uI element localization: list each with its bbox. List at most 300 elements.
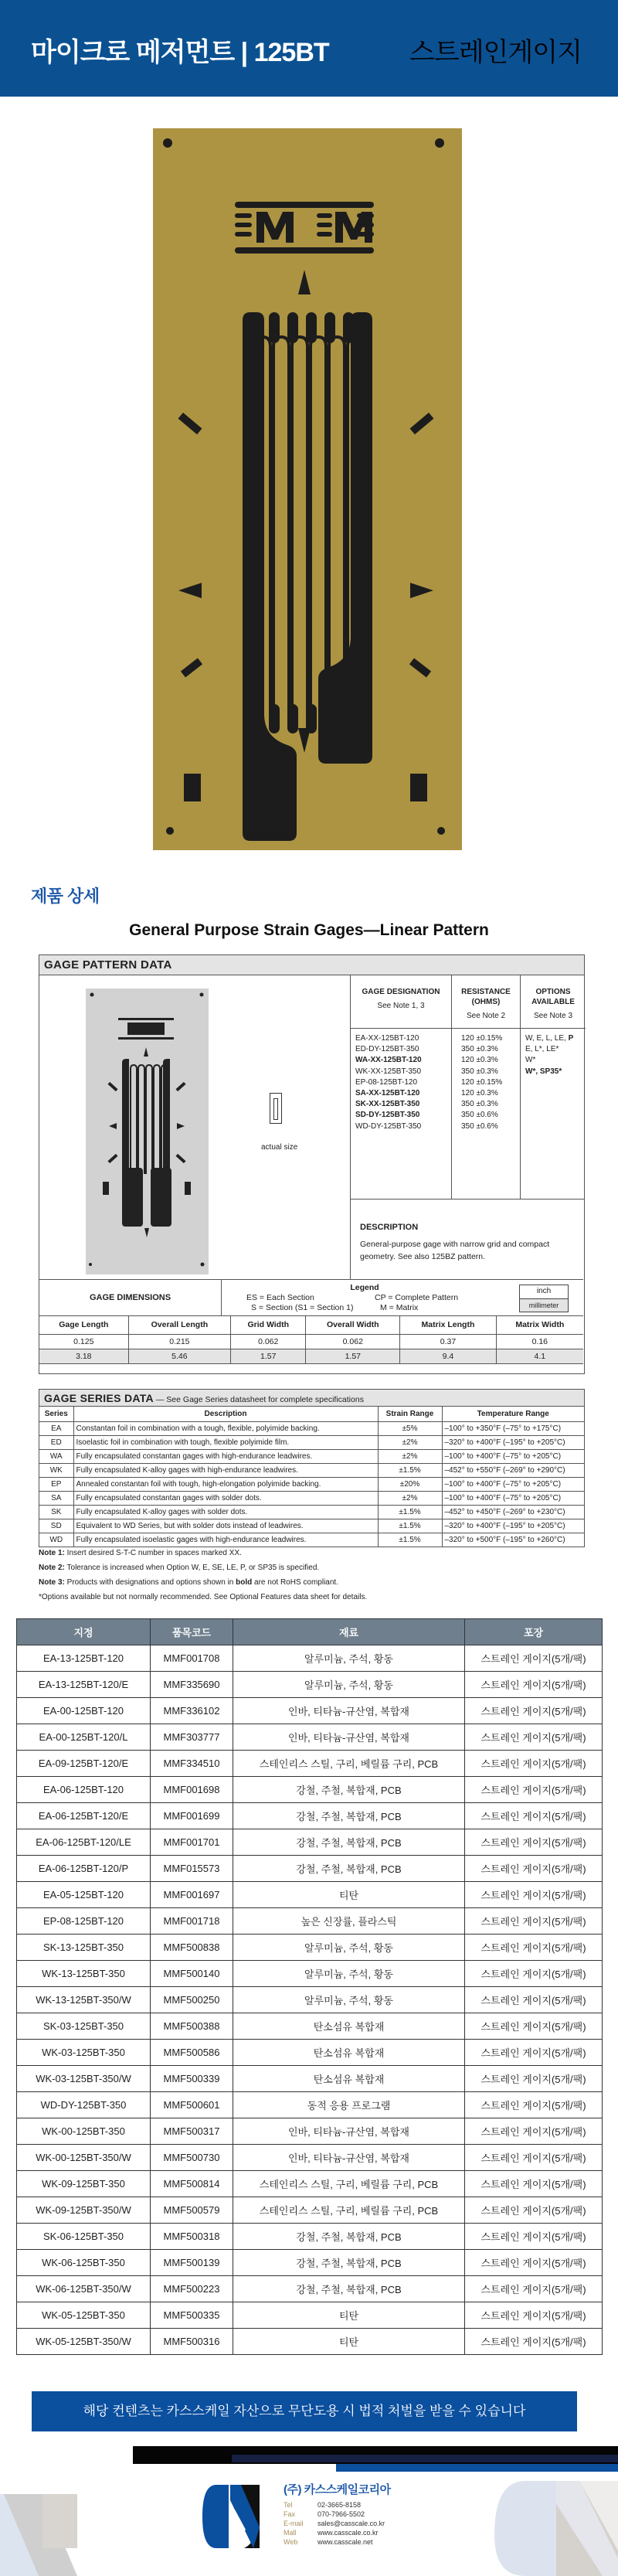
product-packaging: 스트레인 게이지(5개/팩) bbox=[465, 1698, 603, 1724]
strain-range: ±1.5% bbox=[378, 1463, 442, 1477]
column-note: See Note 3 bbox=[533, 1012, 573, 1020]
product-row bbox=[17, 2013, 603, 2040]
dimension-inch-value: 0.215 bbox=[128, 1334, 231, 1349]
header-product-title: 마이크로 메저먼트 | 125BT bbox=[31, 38, 329, 67]
product-packaging: 스트레인 게이지(5개/팩) bbox=[465, 1751, 603, 1777]
gage-pattern-image bbox=[86, 989, 209, 1274]
dimension-inch-value: 0.062 bbox=[231, 1334, 306, 1349]
product-row bbox=[17, 2066, 603, 2092]
header-category: 스트레인게이지 bbox=[409, 38, 582, 67]
contact-value: 02-3665-8158 bbox=[317, 2501, 362, 2509]
product-row bbox=[17, 2040, 603, 2066]
series-code: WK bbox=[39, 1463, 73, 1477]
product-designation: SK-13-125BT-350 bbox=[17, 1935, 151, 1961]
resistance-item: 350 ±0.3% bbox=[461, 1067, 498, 1076]
strain-range: ±5% bbox=[378, 1421, 442, 1435]
product-code: MMF500316 bbox=[151, 2329, 233, 2355]
alignment-tick bbox=[178, 413, 202, 434]
product-row bbox=[17, 2276, 603, 2302]
product-packaging: 스트레인 게이지(5개/팩) bbox=[465, 2224, 603, 2250]
product-material: 알루미늄, 주석, 황동 bbox=[233, 1987, 465, 2013]
dimension-header: Matrix Width bbox=[496, 1316, 583, 1334]
copyright-notice-banner: 해당 컨텐츠는 카스스케일 자산으로 무단도용 시 법적 처벌을 받을 수 있습니다 bbox=[32, 2391, 577, 2431]
options-column bbox=[521, 975, 586, 1200]
product-row bbox=[17, 1698, 603, 1724]
option-item bbox=[525, 1033, 582, 1044]
product-packaging: 스트레인 게이지(5개/팩) bbox=[465, 2040, 603, 2066]
product-code: MMF500388 bbox=[151, 2013, 233, 2040]
product-code: MMF015573 bbox=[151, 1856, 233, 1882]
product-packaging: 스트레인 게이지(5개/팩) bbox=[465, 2250, 603, 2276]
temperature-range: –100° to +400°F (–75° to +205°C) bbox=[442, 1491, 584, 1505]
product-material: 인바, 티타늄-규산염, 복합재 bbox=[233, 2118, 465, 2145]
product-row bbox=[17, 1672, 603, 1698]
product-row bbox=[17, 2224, 603, 2250]
dimensions-mm-row bbox=[39, 1349, 583, 1363]
product-row bbox=[17, 1777, 603, 1803]
product-row bbox=[17, 1803, 603, 1829]
alignment-tick bbox=[410, 774, 427, 801]
product-code: MMF500339 bbox=[151, 2066, 233, 2092]
designation-item: EP-08-125BT-120 bbox=[355, 1077, 418, 1087]
designation-column bbox=[351, 975, 452, 1200]
strain-range: ±1.5% bbox=[378, 1505, 442, 1519]
product-packaging: 스트레인 게이지(5개/팩) bbox=[465, 2013, 603, 2040]
product-code: MMF500601 bbox=[151, 2092, 233, 2118]
gage-pattern-heading: GAGE PATTERN DATA bbox=[39, 955, 584, 975]
contact-list bbox=[284, 2500, 391, 2547]
product-code: MMF500814 bbox=[151, 2171, 233, 2197]
page-header-banner bbox=[0, 0, 618, 97]
product-packaging: 스트레인 게이지(5개/팩) bbox=[465, 2118, 603, 2145]
option-text-bold: P bbox=[568, 1034, 574, 1043]
series-row bbox=[39, 1463, 584, 1477]
product-designation: EA-00-125BT-120 bbox=[17, 1698, 151, 1724]
product-row bbox=[17, 1856, 603, 1882]
gage-dimensions-header bbox=[39, 1279, 583, 1316]
series-code: SK bbox=[39, 1505, 73, 1519]
product-packaging: 스트레인 게이지(5개/팩) bbox=[465, 1829, 603, 1856]
product-code: MMF500838 bbox=[151, 1935, 233, 1961]
product-code: MMF001708 bbox=[151, 1645, 233, 1672]
product-designation: EA-06-125BT-120/P bbox=[17, 1856, 151, 1882]
contact-value: www.casscale.co.kr bbox=[317, 2529, 379, 2537]
footnote bbox=[39, 1546, 587, 1560]
product-code: MMF500223 bbox=[151, 2276, 233, 2302]
series-row bbox=[39, 1533, 584, 1547]
product-material: 탄소섬유 복합재 bbox=[233, 2066, 465, 2092]
alignment-arrow-icon bbox=[298, 270, 311, 294]
unit-key bbox=[519, 1285, 569, 1312]
dimension-header: Gage Length bbox=[39, 1316, 128, 1334]
legend bbox=[222, 1280, 583, 1315]
product-material: 탄소섬유 복합재 bbox=[233, 2040, 465, 2066]
product-designation: EA-00-125BT-120/L bbox=[17, 1724, 151, 1751]
legend-item: S = Section (S1 = Section 1) bbox=[251, 1303, 354, 1312]
option-item bbox=[525, 1044, 582, 1055]
dimension-mm-value: 9.4 bbox=[400, 1349, 496, 1363]
option-text: W* bbox=[525, 1056, 536, 1065]
legend-item: M = Matrix bbox=[380, 1303, 419, 1312]
series-description: Fully encapsulated K-alloy gages with high-endurance leadwires. bbox=[73, 1463, 378, 1477]
product-designation: WK-09-125BT-350/W bbox=[17, 2197, 151, 2224]
series-code: WD bbox=[39, 1533, 73, 1547]
unit-inch: inch bbox=[536, 1287, 552, 1295]
product-material: 탄소섬유 복합재 bbox=[233, 2013, 465, 2040]
footnote-label: Note 3: bbox=[39, 1578, 65, 1587]
company-name: (주) 카스스케일코리아 bbox=[284, 2483, 391, 2496]
product-material: 인바, 티타늄-규산염, 복합재 bbox=[233, 2145, 465, 2171]
description-text: General-purpose gage with narrow grid and compact geometry. See also 125BZ pattern. bbox=[360, 1240, 550, 1261]
actual-size-label: actual size bbox=[261, 1143, 298, 1152]
series-description: Isoelastic foil in combination with tough, flexible polyimide film. bbox=[73, 1435, 378, 1449]
product-material: 알루미늄, 주석, 황동 bbox=[233, 1961, 465, 1987]
dimension-header: Grid Width bbox=[231, 1316, 306, 1334]
product-code: MMF303777 bbox=[151, 1724, 233, 1751]
series-description: Fully encapsulated K-alloy gages with solder dots. bbox=[73, 1505, 378, 1519]
description-panel bbox=[350, 1200, 585, 1279]
product-column-header: 재료 bbox=[233, 1619, 465, 1645]
gage-series-heading bbox=[39, 1390, 584, 1407]
product-code: MMF336102 bbox=[151, 1698, 233, 1724]
series-description: Fully encapsulated constantan gages with high-endurance leadwires. bbox=[73, 1449, 378, 1463]
series-row bbox=[39, 1505, 584, 1519]
product-code: MMF001701 bbox=[151, 1829, 233, 1856]
dimension-inch-value: 0.125 bbox=[39, 1334, 128, 1349]
dimension-mm-value: 1.57 bbox=[306, 1349, 400, 1363]
designation-item: SA-XX-125BT-120 bbox=[355, 1089, 420, 1098]
dimensions-inch-row bbox=[39, 1334, 583, 1349]
product-material: 알루미늄, 주석, 황동 bbox=[233, 1645, 465, 1672]
dimension-mm-value: 5.46 bbox=[128, 1349, 231, 1363]
product-packaging: 스트레인 게이지(5개/팩) bbox=[465, 2171, 603, 2197]
product-packaging: 스트레인 게이지(5개/팩) bbox=[465, 1961, 603, 1987]
resistance-item: 120 ±0.15% bbox=[461, 1034, 503, 1043]
alignment-arrow-icon bbox=[410, 583, 433, 598]
dimension-mm-value: 3.18 bbox=[39, 1349, 128, 1363]
product-row bbox=[17, 1908, 603, 1935]
product-packaging: 스트레인 게이지(5개/팩) bbox=[465, 1935, 603, 1961]
product-row bbox=[17, 2302, 603, 2329]
contact-row bbox=[284, 2500, 391, 2510]
resistance-item: 120 ±0.3% bbox=[461, 1056, 498, 1065]
contact-label: Web bbox=[284, 2538, 298, 2546]
temperature-range: –320° to +500°F (–195° to +260°C) bbox=[442, 1533, 584, 1547]
decorative-watermark-right bbox=[479, 2473, 618, 2576]
description-title: DESCRIPTION bbox=[360, 1223, 419, 1232]
resistance-item: 350 ±0.6% bbox=[461, 1111, 498, 1120]
product-row bbox=[17, 1935, 603, 1961]
legend-title: Legend bbox=[350, 1283, 379, 1292]
product-material: 높은 신장률, 플라스틱 bbox=[233, 1908, 465, 1935]
option-text-bold: W*, SP35* bbox=[525, 1067, 562, 1076]
product-code: MMF001699 bbox=[151, 1803, 233, 1829]
product-material: 강철, 주철, 복합재, PCB bbox=[233, 1777, 465, 1803]
gage-dimensions-label: GAGE DIMENSIONS bbox=[39, 1280, 222, 1315]
product-material: 스테인리스 스틸, 구리, 베릴륨 구리, PCB bbox=[233, 2171, 465, 2197]
product-packaging: 스트레인 게이지(5개/팩) bbox=[465, 2145, 603, 2171]
dimensions-header-row bbox=[39, 1316, 583, 1334]
product-material: 동적 응용 프로그램 bbox=[233, 2092, 465, 2118]
resistance-list bbox=[452, 1029, 520, 1132]
footnote bbox=[39, 1560, 587, 1575]
gage-series-table bbox=[39, 1407, 584, 1547]
alignment-dot bbox=[437, 827, 445, 835]
series-code: EP bbox=[39, 1477, 73, 1491]
temperature-range: –452° to +550°F (–269° to +290°C) bbox=[442, 1463, 584, 1477]
footnote-text: Products with designations and options shown in bbox=[64, 1578, 236, 1587]
series-column-header: Description bbox=[73, 1407, 378, 1421]
product-header-row bbox=[17, 1619, 603, 1645]
legend-item: CP = Complete Pattern bbox=[375, 1293, 459, 1302]
column-title: GAGE DESIGNATION bbox=[362, 988, 440, 996]
footnote-label: Note 1: bbox=[39, 1549, 65, 1557]
product-packaging: 스트레인 게이지(5개/팩) bbox=[465, 2329, 603, 2355]
strain-gage-pattern-graphic bbox=[153, 128, 462, 850]
product-material: 인바, 티타늄-규산염, 복합재 bbox=[233, 1698, 465, 1724]
product-material: 강철, 주철, 복합재, PCB bbox=[233, 2250, 465, 2276]
series-description: Fully encapsulated isoelastic gages with high-endurance leadwires. bbox=[73, 1533, 378, 1547]
product-designation: WK-09-125BT-350 bbox=[17, 2171, 151, 2197]
product-designation: WK-13-125BT-350/W bbox=[17, 1987, 151, 2013]
series-row bbox=[39, 1421, 584, 1435]
product-designation: EA-06-125BT-120/LE bbox=[17, 1829, 151, 1856]
product-material: 인바, 티타늄-규산염, 복합재 bbox=[233, 1724, 465, 1751]
series-column-header: Temperature Range bbox=[442, 1407, 584, 1421]
alignment-dot bbox=[163, 138, 172, 148]
product-packaging: 스트레인 게이지(5개/팩) bbox=[465, 1856, 603, 1882]
product-material: 티탄 bbox=[233, 2302, 465, 2329]
product-code: MMF500317 bbox=[151, 2118, 233, 2145]
options-list bbox=[521, 1029, 586, 1077]
designation-item: WD-DY-125BT-350 bbox=[355, 1121, 422, 1131]
dimension-mm-value: 1.57 bbox=[231, 1349, 306, 1363]
dimension-inch-value: 0.37 bbox=[400, 1334, 496, 1349]
footnote-label: Note 2: bbox=[39, 1564, 65, 1572]
series-heading-subtitle: — See Gage Series datasheet for complete specifications bbox=[153, 1395, 364, 1404]
product-packaging: 스트레인 게이지(5개/팩) bbox=[465, 1724, 603, 1751]
column-title: OPTIONS AVAILABLE bbox=[531, 988, 575, 1006]
product-code: MMF500730 bbox=[151, 2145, 233, 2171]
resistance-item: 350 ±0.3% bbox=[461, 1100, 498, 1109]
column-title: RESISTANCE (OHMS) bbox=[461, 988, 511, 1006]
product-code: MMF001718 bbox=[151, 1908, 233, 1935]
options-header bbox=[521, 975, 586, 1029]
product-row bbox=[17, 2329, 603, 2355]
decorative-watermark-left bbox=[0, 2490, 77, 2576]
series-heading-title: GAGE SERIES DATA bbox=[44, 1392, 154, 1404]
alignment-dot bbox=[435, 138, 444, 148]
product-designation: EA-13-125BT-120/E bbox=[17, 1672, 151, 1698]
alignment-dot bbox=[166, 827, 174, 835]
series-row bbox=[39, 1477, 584, 1491]
product-designation: WK-13-125BT-350 bbox=[17, 1961, 151, 1987]
resistance-column bbox=[452, 975, 521, 1200]
contact-value: sales@casscale.co.kr bbox=[317, 2520, 385, 2527]
product-column-header: 지정 bbox=[17, 1619, 151, 1645]
product-row bbox=[17, 1987, 603, 2013]
temperature-range: –452° to +450°F (–269° to +230°C) bbox=[442, 1505, 584, 1519]
product-row bbox=[17, 2092, 603, 2118]
company-info bbox=[284, 2481, 391, 2547]
dimension-header: Overall Length bbox=[128, 1316, 231, 1334]
dimension-inch-value: 0.062 bbox=[306, 1334, 400, 1349]
product-material: 강철, 주철, 복합재, PCB bbox=[233, 1803, 465, 1829]
product-packaging: 스트레인 게이지(5개/팩) bbox=[465, 1908, 603, 1935]
designation-list bbox=[351, 1029, 451, 1132]
product-designation: WK-03-125BT-350/W bbox=[17, 2066, 151, 2092]
product-code: MMF500250 bbox=[151, 1987, 233, 2013]
series-row bbox=[39, 1519, 584, 1533]
product-material: 알루미늄, 주석, 황동 bbox=[233, 1672, 465, 1698]
series-code: ED bbox=[39, 1435, 73, 1449]
product-code: MMF500139 bbox=[151, 2250, 233, 2276]
product-row bbox=[17, 1882, 603, 1908]
designation-item: WA-XX-125BT-120 bbox=[355, 1056, 422, 1065]
column-note: See Note 2 bbox=[466, 1012, 506, 1020]
product-designation: WK-03-125BT-350 bbox=[17, 2040, 151, 2066]
product-table bbox=[16, 1618, 603, 2355]
series-description: Equivalent to WD Series, but with solder dots instead of leadwires. bbox=[73, 1519, 378, 1533]
product-packaging: 스트레인 게이지(5개/팩) bbox=[465, 2197, 603, 2224]
product-material: 알루미늄, 주석, 황동 bbox=[233, 1935, 465, 1961]
product-code: MMF500586 bbox=[151, 2040, 233, 2066]
product-designation: WK-06-125BT-350/W bbox=[17, 2276, 151, 2302]
legend-item: ES = Each Section bbox=[246, 1293, 314, 1302]
product-designation: WK-00-125BT-350 bbox=[17, 2118, 151, 2145]
alignment-arrow-icon bbox=[178, 583, 202, 598]
footnote bbox=[39, 1590, 587, 1604]
product-packaging: 스트레인 게이지(5개/팩) bbox=[465, 1777, 603, 1803]
dimension-header: Overall Width bbox=[306, 1316, 400, 1334]
product-designation: EA-13-125BT-120 bbox=[17, 1645, 151, 1672]
product-packaging: 스트레인 게이지(5개/팩) bbox=[465, 1645, 603, 1672]
product-designation: SK-03-125BT-350 bbox=[17, 2013, 151, 2040]
cas-company-logo bbox=[202, 2485, 260, 2548]
contact-label: Tel bbox=[284, 2501, 293, 2509]
product-row bbox=[17, 1724, 603, 1751]
product-row bbox=[17, 2197, 603, 2224]
dimension-mm-value: 4.1 bbox=[496, 1349, 583, 1363]
strain-grid bbox=[243, 312, 372, 841]
series-row bbox=[39, 1435, 584, 1449]
gage-spec-grid bbox=[350, 975, 585, 1200]
alignment-tick bbox=[409, 658, 431, 677]
footnote bbox=[39, 1575, 587, 1590]
datasheet-title: General Purpose Strain Gages—Linear Pattern bbox=[129, 921, 489, 939]
temperature-range: –320° to +400°F (–195° to +205°C) bbox=[442, 1519, 584, 1533]
footnote-text: Insert desired S-T-C number in spaces marked XX. bbox=[64, 1549, 242, 1557]
product-material: 스테인리스 스틸, 구리, 베릴륨 구리, PCB bbox=[233, 2197, 465, 2224]
designation-item: SD-DY-125BT-350 bbox=[355, 1111, 420, 1120]
column-note: See Note 1, 3 bbox=[377, 1002, 425, 1010]
series-code: SA bbox=[39, 1491, 73, 1505]
product-designation: EA-06-125BT-120 bbox=[17, 1777, 151, 1803]
contact-row bbox=[284, 2537, 391, 2547]
temperature-range: –100° to +350°F (–75° to +175°C) bbox=[442, 1421, 584, 1435]
designation-item: EA-XX-125BT-120 bbox=[355, 1034, 419, 1043]
product-designation: EP-08-125BT-120 bbox=[17, 1908, 151, 1935]
designation-header bbox=[351, 975, 451, 1029]
temperature-range: –100° to +400°F (–75° to +205°C) bbox=[442, 1477, 584, 1491]
product-designation: EA-06-125BT-120/E bbox=[17, 1803, 151, 1829]
series-header-row bbox=[39, 1407, 584, 1421]
gage-dimensions-table bbox=[39, 1316, 583, 1364]
option-item bbox=[525, 1067, 582, 1077]
alignment-tick bbox=[410, 413, 434, 434]
strain-range: ±1.5% bbox=[378, 1533, 442, 1547]
product-column-header: 포장 bbox=[465, 1619, 603, 1645]
product-code: MMF001698 bbox=[151, 1777, 233, 1803]
footnote-text: are not RoHS compliant. bbox=[252, 1578, 338, 1587]
product-code: MMF500318 bbox=[151, 2224, 233, 2250]
product-designation: SK-06-125BT-350 bbox=[17, 2224, 151, 2250]
contact-label: E-mail bbox=[284, 2520, 304, 2527]
product-material: 강철, 주철, 복합재, PCB bbox=[233, 1856, 465, 1882]
designation-item: WK-XX-125BT-350 bbox=[355, 1067, 422, 1076]
unit-millimeter: millimeter bbox=[520, 1298, 568, 1312]
contact-row bbox=[284, 2510, 391, 2519]
product-row bbox=[17, 2171, 603, 2197]
contact-value: www.casscale.net bbox=[317, 2538, 373, 2546]
product-designation: EA-05-125BT-120 bbox=[17, 1882, 151, 1908]
option-item bbox=[525, 1055, 582, 1066]
decorative-stripes bbox=[0, 2446, 618, 2473]
footnotes bbox=[39, 1546, 587, 1604]
product-row bbox=[17, 2250, 603, 2276]
stripe-blue bbox=[336, 2464, 618, 2472]
gage-series-data-panel bbox=[39, 1389, 585, 1547]
product-designation: WK-05-125BT-350/W bbox=[17, 2329, 151, 2355]
section-heading-product-detail: 제품 상세 bbox=[31, 886, 100, 906]
product-column-header: 품목코드 bbox=[151, 1619, 233, 1645]
series-code: SD bbox=[39, 1519, 73, 1533]
product-packaging: 스트레인 게이지(5개/팩) bbox=[465, 1803, 603, 1829]
product-material: 강철, 주철, 복합재, PCB bbox=[233, 1829, 465, 1856]
gage-pattern-data-panel bbox=[39, 955, 585, 1374]
product-material: 티탄 bbox=[233, 1882, 465, 1908]
product-material: 강철, 주철, 복합재, PCB bbox=[233, 2224, 465, 2250]
designation-item: SK-XX-125BT-350 bbox=[355, 1100, 420, 1109]
resistance-item: 120 ±0.3% bbox=[461, 1089, 498, 1098]
mm-logo-icon bbox=[127, 1023, 165, 1035]
footnote-text: *Options available but not normally recommended. See Optional Features data sheet for details. bbox=[39, 1593, 368, 1601]
product-packaging: 스트레인 게이지(5개/팩) bbox=[465, 2092, 603, 2118]
product-material: 스테인리스 스틸, 구리, 베릴륨 구리, PCB bbox=[233, 1751, 465, 1777]
contact-value: 070-7966-5502 bbox=[317, 2510, 365, 2518]
series-description: Fully encapsulated constantan gages with solder dots. bbox=[73, 1491, 378, 1505]
product-row bbox=[17, 1751, 603, 1777]
product-code: MMF500335 bbox=[151, 2302, 233, 2329]
product-packaging: 스트레인 게이지(5개/팩) bbox=[465, 1882, 603, 1908]
designation-item: ED-DY-125BT-350 bbox=[355, 1045, 419, 1054]
strain-range: ±2% bbox=[378, 1491, 442, 1505]
series-code: EA bbox=[39, 1421, 73, 1435]
strain-range: ±2% bbox=[378, 1449, 442, 1463]
temperature-range: –100° to +400°F (–75° to +205°C) bbox=[442, 1449, 584, 1463]
product-designation: WK-00-125BT-350/W bbox=[17, 2145, 151, 2171]
strain-gage-product-image bbox=[153, 128, 462, 850]
option-text: W, E, L, LE, bbox=[525, 1034, 569, 1043]
product-code: MMF335690 bbox=[151, 1672, 233, 1698]
series-row bbox=[39, 1449, 584, 1463]
contact-label: Fax bbox=[284, 2510, 296, 2518]
product-code: MMF500140 bbox=[151, 1961, 233, 1987]
product-packaging: 스트레인 게이지(5개/팩) bbox=[465, 2302, 603, 2329]
dimension-header: Matrix Length bbox=[400, 1316, 496, 1334]
product-material: 강철, 주철, 복합재, PCB bbox=[233, 2276, 465, 2302]
strain-range: ±2% bbox=[378, 1435, 442, 1449]
